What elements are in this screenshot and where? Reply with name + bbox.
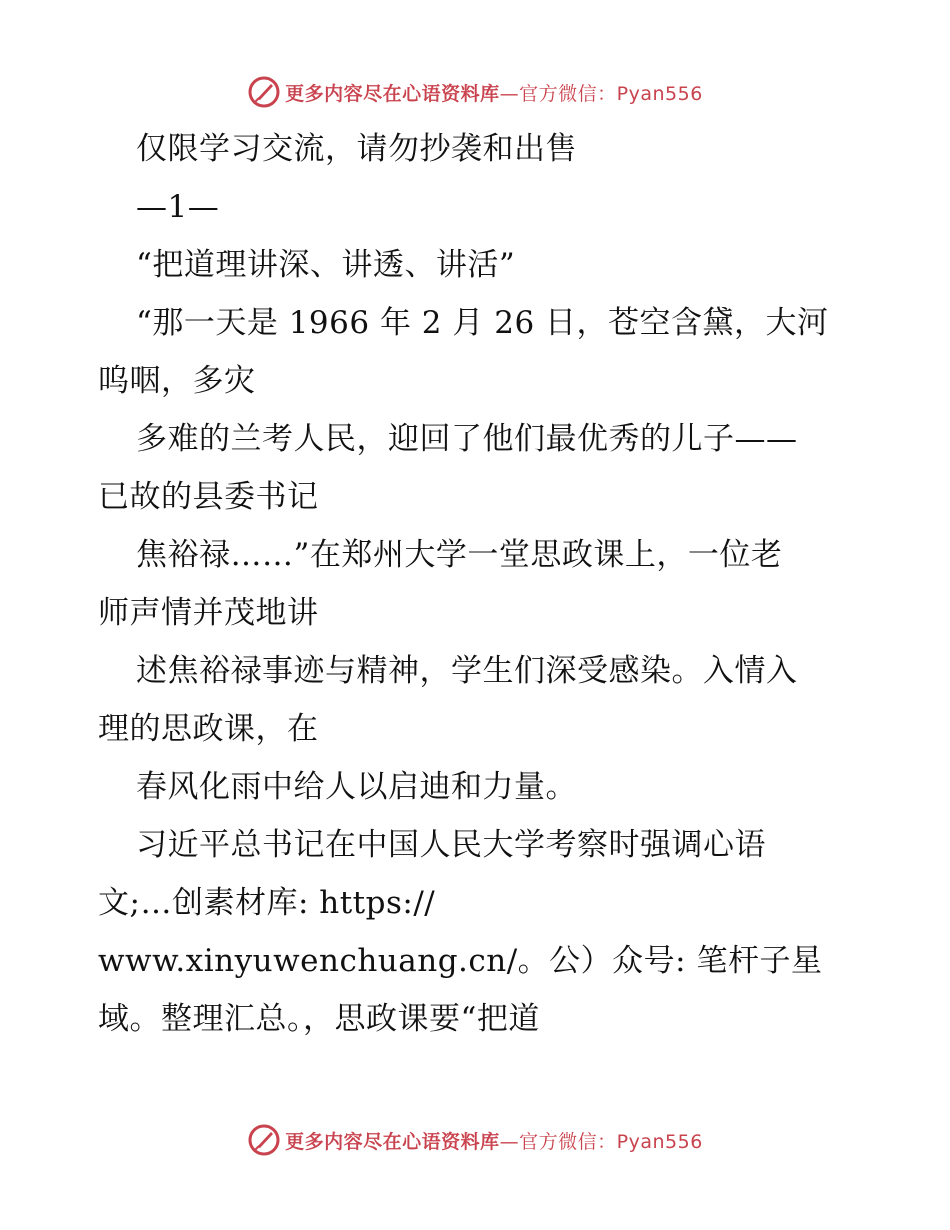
watermark-text [285,79,703,106]
quill-logo-icon [247,75,281,109]
text-line: 多难的兰考人民，迎回了他们最优秀的儿子—— [136,421,798,457]
page-number: —1— [136,189,220,225]
text-line: 焦裕禄……”在郑州大学一堂思政课上，一位老 [136,537,783,573]
document-body [98,120,858,1048]
text-line: 理的思政课，在 [98,711,319,747]
footer-watermark [0,1120,950,1160]
watermark-text [285,1127,703,1154]
text-line: 呜咽，多灾 [98,363,256,399]
section-heading: “把道理讲深、讲透、讲活” [136,247,516,283]
text-line: www.xinyuwenchuang.cn/。公）众号: 笔杆子星 [98,943,823,979]
text-line: “那一天是 1966 年 2 月 26 日，苍空含黛，大河 [136,305,829,341]
watermark-contact: —官方微信：Pyan556 [499,1130,703,1153]
text-line: 已故的县委书记 [98,479,319,515]
watermark-contact: —官方微信：Pyan556 [499,82,703,105]
quill-logo-icon [247,1123,281,1157]
text-line: 春风化雨中给人以启迪和力量。 [136,769,577,805]
text-line: 师声情并茂地讲 [98,595,319,631]
text-line: 述焦裕禄事迹与精神，学生们深受感染。入情入 [136,653,798,689]
header-watermark [0,72,950,112]
text-line: 仅限学习交流，请勿抄袭和出售 [136,131,577,167]
watermark-brand: 更多内容尽在心语资料库 [285,1130,500,1153]
text-line: 习近平总书记在中国人民大学考察时强调心语 [136,827,766,863]
watermark-brand: 更多内容尽在心语资料库 [285,82,500,105]
text-line: 文;…创素材库: https:// [98,885,436,921]
text-line: 域。整理汇总。，思政课要“把道 [98,1001,540,1037]
